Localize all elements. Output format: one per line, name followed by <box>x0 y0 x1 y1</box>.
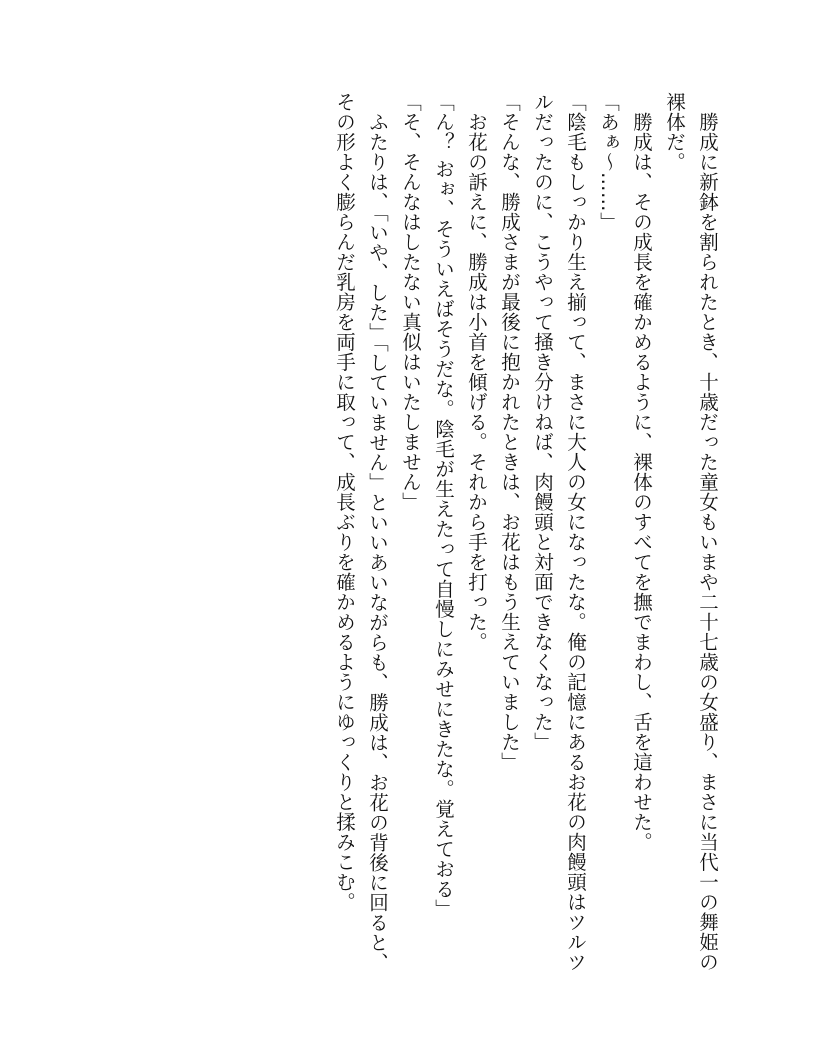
dialogue-line: 「そ、そんなはしたない真似はいたしません」 <box>399 92 422 512</box>
paragraph: 勝成に新鉢を割られたとき、十歳だった童女もいまや二十七歳の女盛り、まさに当代一の舞姫の裸体だ。 <box>663 92 719 972</box>
dialogue-line: 「ん？ おぉ、そういえばそうだな。陰毛が生えたって自慢しにみせにきたな。覚えておる」 <box>432 92 455 919</box>
dialogue-line: 「あぁ～……」 <box>597 92 620 232</box>
vertical-text-body <box>84 92 724 972</box>
dialogue-line: 「陰毛もしっかり生え揃って、まさに大人の女になったな。俺の記憶にあるお花の肉饅頭はツルツルだったのに、こうやって掻き分けねば、肉饅頭と対面できなくなった」 <box>531 92 587 972</box>
paragraph: 勝成は、その成長を確かめるように、裸体のすべてを撫でまわし、舌を這わせた。 <box>630 111 653 852</box>
paragraph: お花の訴えに、勝成は小首を傾げる。それから手を打った。 <box>465 111 488 652</box>
paragraph: ふたりは、「いや、した」「していません」といいあいながらも、勝成は、お花の背後に回ると、その形よく膨らんだ乳房を両手に取って、成長ぶりを確かめるようにゆっくりと揉みこむ。 <box>333 92 389 972</box>
dialogue-line: 「そんな、勝成さまが最後に抱かれたときは、お花はもう生えていました」 <box>498 92 521 772</box>
